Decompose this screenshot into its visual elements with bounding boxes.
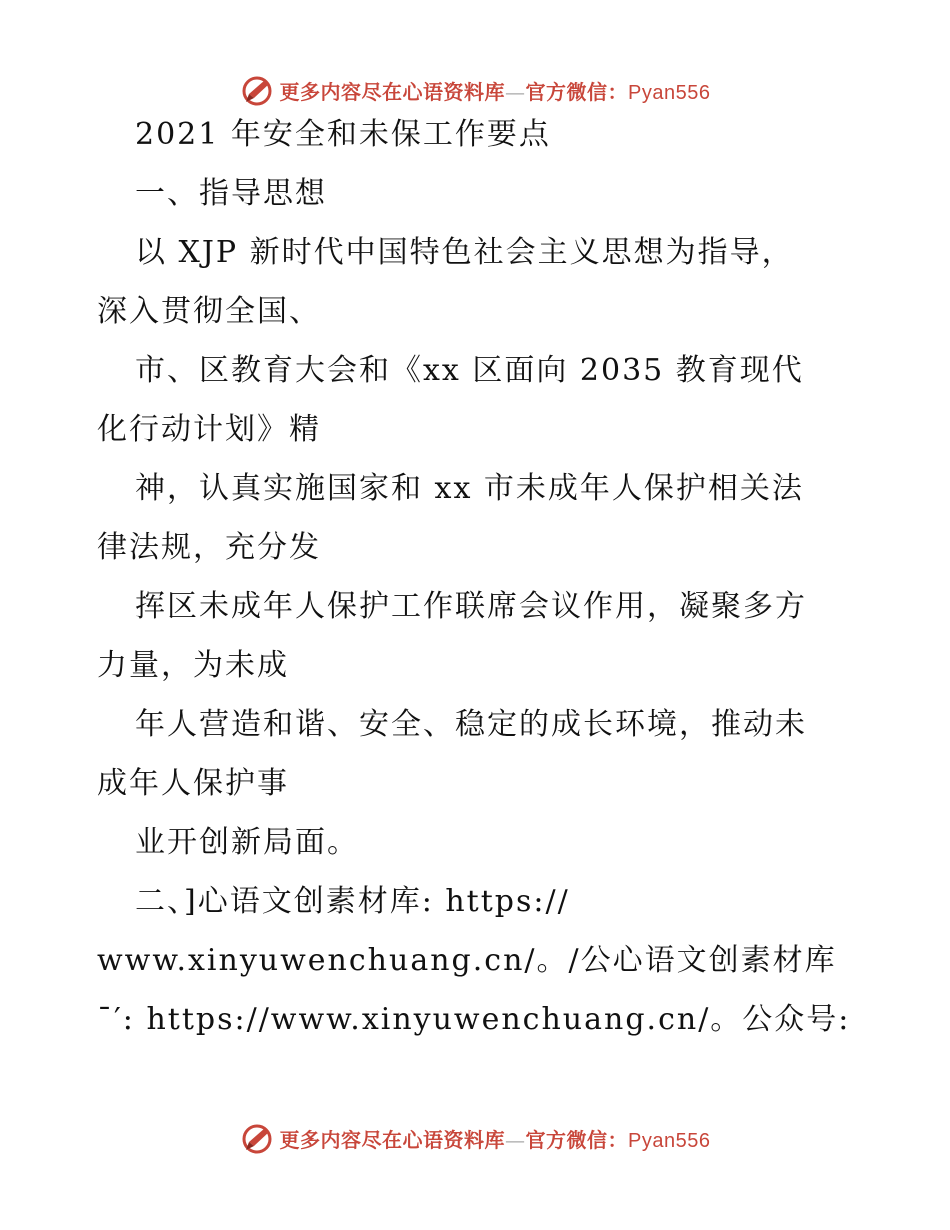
doc-title: 2021 年安全和未保工作要点: [135, 117, 551, 152]
body-line: 以 XJP 新时代中国特色社会主义思想为指导，: [135, 235, 794, 270]
watermark-suffix: 官方微信：: [525, 79, 629, 104]
section-heading: 二、]心语文创素材库: https://: [135, 884, 570, 919]
footer-watermark: [0, 1118, 950, 1158]
body-line: 化行动计划》精: [97, 412, 321, 447]
body-line: 挥区未成年人保护工作联席会议作用，凝聚多方: [135, 589, 807, 624]
body-line: 神，认真实施国家和 xx 市未成年人保护相关法: [135, 471, 804, 506]
section-heading: 一、指导思想: [135, 176, 327, 211]
body-line: 律法规，充分发: [97, 530, 321, 565]
watermark-dash: —: [505, 79, 526, 104]
watermark-wechat-id: Pyan556: [628, 81, 711, 104]
watermark-text: 更多内容尽在心语资料库: [279, 1127, 506, 1152]
watermark-wechat-id: Pyan556: [628, 1129, 711, 1152]
body-line: www.xinyuwenchuang.cn/。/公心语文创素材库: [97, 943, 837, 978]
body-line: ¯′: https://www.xinyuwenchuang.cn/。公众号:: [97, 1002, 851, 1037]
header-watermark: [0, 70, 950, 110]
body-line: 深入贯彻全国、: [97, 294, 321, 329]
pen-logo-icon: [240, 72, 276, 108]
watermark-text: 更多内容尽在心语资料库: [279, 79, 506, 104]
watermark-dash: —: [505, 1127, 526, 1152]
body-line: 成年人保护事: [97, 766, 289, 801]
body-line: 年人营造和谐、安全、稳定的成长环境，推动未: [135, 707, 807, 742]
body-line: 市、区教育大会和《xx 区面向 2035 教育现代: [135, 353, 804, 388]
pen-logo-icon: [240, 1120, 276, 1156]
body-line: 业开创新局面。: [135, 825, 359, 860]
document-body: [97, 117, 857, 1064]
watermark-suffix: 官方微信：: [525, 1127, 629, 1152]
body-line: 力量，为未成: [97, 648, 289, 683]
